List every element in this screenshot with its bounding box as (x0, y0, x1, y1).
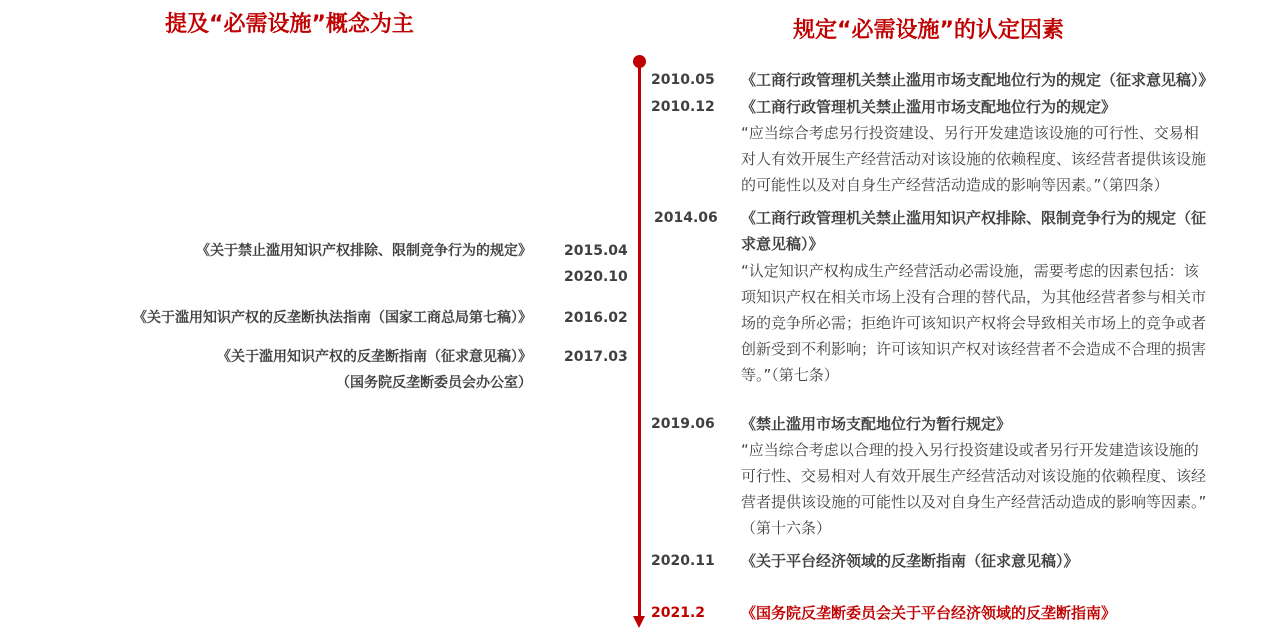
entry-title-cont: 求意见稿）》 (741, 235, 824, 253)
left-entry-title: 《关于滥用知识产权的反垄断执法指南（国家工商总局第七稿）》 (133, 310, 532, 326)
entry-title: 《工商行政管理机关禁止滥用知识产权排除、限制竞争行为的规定（征 (741, 209, 1207, 227)
entry-date-highlight: 2021.2 (651, 605, 706, 621)
left-entry-date: 2016.02 (564, 310, 628, 326)
entry-quote-line: 等。”（第七条） (741, 366, 839, 384)
left-heading: 提及“必需设施”概念为主 (165, 12, 414, 37)
left-entry-title-cont: （国务院反垄断委员会办公室） (336, 375, 532, 391)
entry-date: 2010.12 (651, 99, 715, 115)
left-entry-title: 《关于滥用知识产权的反垄断指南（征求意见稿）》 (217, 349, 532, 365)
entry-date: 2014.06 (654, 210, 718, 226)
right-heading: 规定“必需设施”的认定因素 (793, 18, 1064, 43)
entry-date: 2019.06 (651, 416, 715, 432)
entry-title: 《工商行政管理机关禁止滥用市场支配地位行为的规定（征求意见稿）》 (741, 71, 1214, 89)
entry-quote-line: 创新受到不利影响；许可该知识产权对该经营者不会造成不合理的损害 (741, 340, 1207, 358)
entry-title: 《禁止滥用市场支配地位行为暂行规定》 (741, 415, 1012, 433)
entry-quote-line: （第十六条） (741, 519, 832, 537)
entry-quote-line: 对人有效开展生产经营活动对该设施的依赖程度、该经营者提供该设施 (741, 150, 1207, 168)
left-entry-date: 2017.03 (564, 349, 628, 365)
timeline-axis (638, 62, 641, 618)
entry-quote-line: 的可能性以及对自身生产经营活动造成的影响等因素。”（第四条） (741, 176, 1169, 194)
left-entry-date: 2015.04 (564, 243, 628, 259)
entry-title: 《关于平台经济领域的反垄断指南（征求意见稿）》 (741, 552, 1079, 570)
entry-quote-line: 可行性、交易相对人有效开展生产经营活动对该设施的依赖程度、该经 (741, 467, 1207, 485)
left-entry-title: 《关于禁止滥用知识产权排除、限制竞争行为的规定》 (196, 243, 532, 259)
entry-quote-line: “应当综合考虑另行投资建设、另行开发建造该设施的可行性、交易相 (741, 124, 1199, 142)
timeline-arrow-icon (633, 616, 645, 628)
entry-title: 《工商行政管理机关禁止滥用市场支配地位行为的规定》 (741, 98, 1117, 116)
entry-quote-line: 场的竞争所必需；拒绝许可该知识产权将会导致相关市场上的竞争或者 (741, 314, 1207, 332)
entry-quote-line: 营者提供该设施的可能性以及对自身生产经营活动造成的影响等因素。” (741, 493, 1207, 511)
entry-title-highlight: 《国务院反垄断委员会关于平台经济领域的反垄断指南》 (741, 604, 1117, 622)
left-entry-date: 2020.10 (564, 269, 628, 285)
entry-quote-line: 项知识产权在相关市场上没有合理的替代品，为其他经营者参与相关市 (741, 288, 1207, 306)
entry-quote-line: “应当综合考虑以合理的投入另行投资建设或者另行开发建造该设施的 (741, 441, 1199, 459)
entry-quote-line: “认定知识产权构成生产经营活动必需设施，需要考虑的因素包括：该 (741, 262, 1199, 280)
entry-date: 2020.11 (651, 553, 715, 569)
entry-date: 2010.05 (651, 72, 715, 88)
